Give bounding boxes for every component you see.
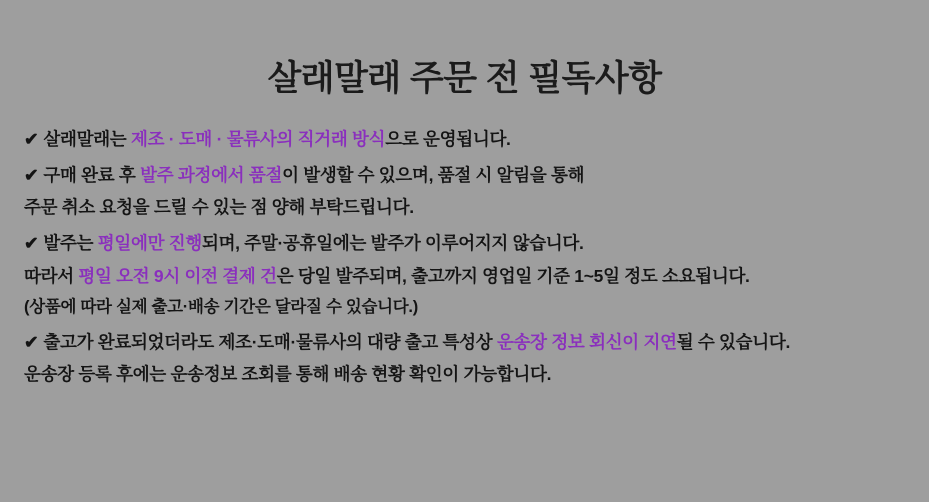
notice-line [24,295,905,321]
notice-line [24,329,905,356]
notice-text: 발주는 [43,233,98,254]
notice-text: 될 수 있습니다. [676,332,791,353]
notice-text: 운송장 등록 후에는 운송정보 조회를 통해 배송 현황 확인이 가능합니다. [24,364,552,385]
notice-text: 구매 완료 후 [43,165,141,186]
notice-text: 은 당일 발주되며, 출고까지 영업일 기준 1~5일 정도 소요됩니다. [276,265,750,286]
check-icon: ✔ [24,129,39,149]
notice-text: 따라서 [24,265,79,286]
highlighted-text: 제조 · 도매 · 물류사의 직거래 방식 [130,129,386,149]
notice-body [0,100,929,388]
highlighted-text: 운송장 정보 회신이 지연 [496,332,677,353]
notice-text: 살래말래는 [43,129,131,149]
notice-text: 출고가 완료되었더라도 제조·도매·물류사의 대량 출고 특성상 [43,332,497,353]
notice-text: 주문 취소 요청을 드릴 수 있는 점 양해 부탁드립니다. [24,197,414,218]
notice-line [24,162,905,189]
notice-line [24,361,905,388]
notice-text: 되며, 주말·공휴일에는 발주가 이루어지지 않습니다. [201,233,584,254]
check-icon: ✔ [24,233,39,254]
notice-line [24,126,905,153]
notice-text: (상품에 따라 실제 출고·배송 기간은 달라질 수 있습니다.) [24,297,418,316]
check-icon: ✔ [24,332,39,353]
highlighted-text: 발주 과정에서 품절 [140,165,283,186]
notice-text: 이 발생할 수 있으며, 품절 시 알림을 통해 [282,165,585,186]
notice-text: 으로 운영됩니다. [385,129,511,149]
page-title: 살래말래 주문 전 필독사항 [267,59,662,98]
highlighted-text: 평일 오전 9시 이전 결제 건 [78,265,277,286]
highlighted-text: 평일에만 진행 [97,233,202,254]
check-icon: ✔ [24,165,39,186]
notice-line [24,230,905,257]
notice-line [24,263,905,290]
notice-line [24,194,905,221]
